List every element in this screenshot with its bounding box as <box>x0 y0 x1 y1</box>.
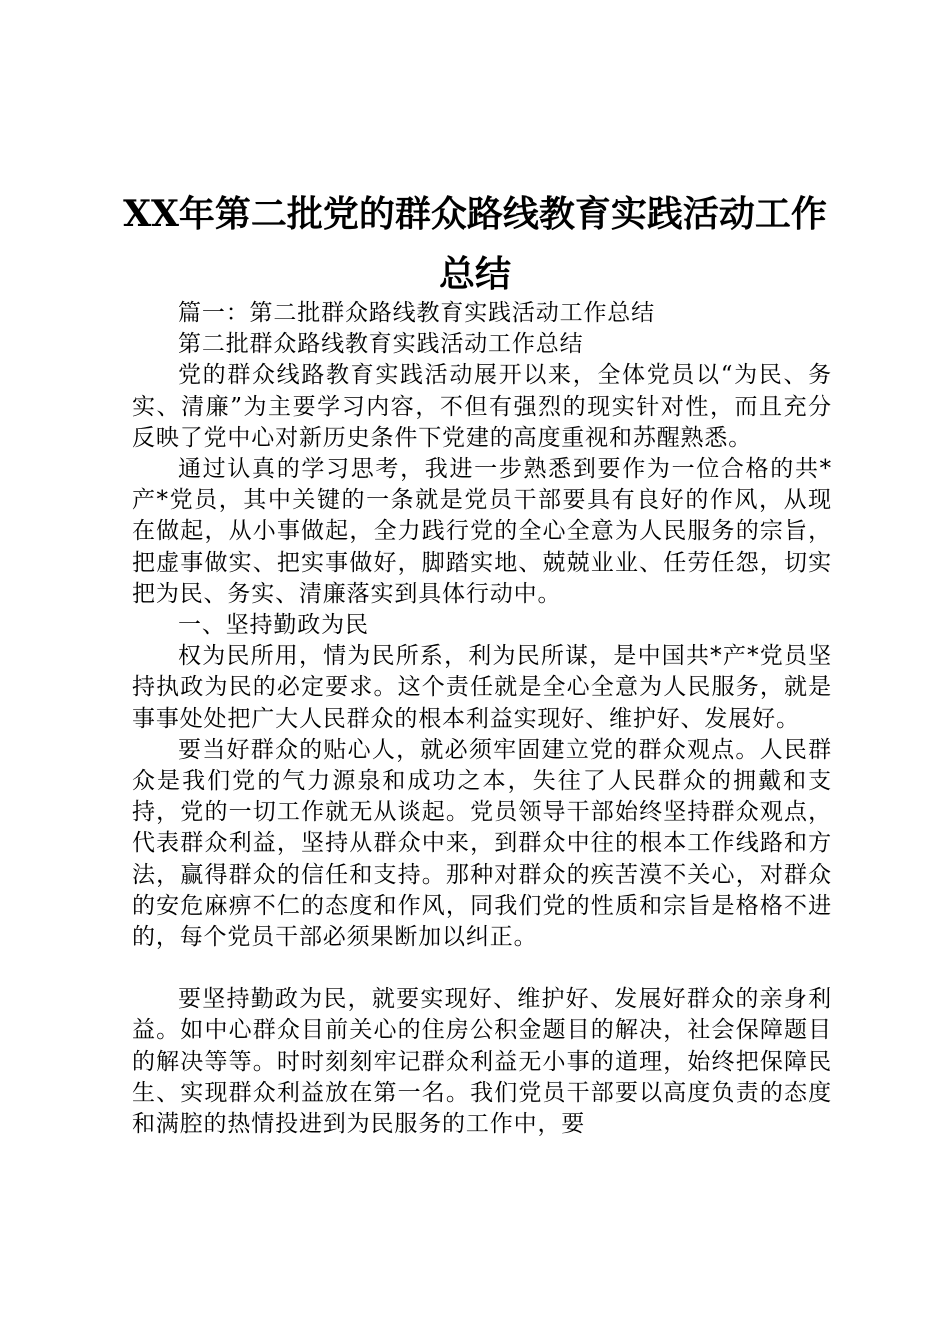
document-title-line2: 总结 <box>438 253 511 295</box>
paragraph: 要坚持勤政为民，就要实现好、维护好、发展好群众的亲身利益。如中心群众目前关心的住房公积金题目的解决，社会保障题目的解决等等。时时刻刻牢记群众利益无小事的道理，始终把保障民生、实现群众利益放在第一名。我们党员干部要以高度负责的态度和满腔的热情投进到为民服务的工作中，要 <box>132 986 832 1138</box>
paragraph-subtitle: 篇一：第二批群众路线教育实践活动工作总结 <box>178 300 655 326</box>
paragraph: 党的群众线路教育实践活动展开以来，全体党员以“为民、务实、清廉”为主要学习内容，不但有强烈的现实针对性，而且充分反映了党中心对新历史条件下党建的高度重视和苏醒熟悉。 <box>132 362 832 451</box>
section-heading: 一、坚持勤政为民 <box>178 612 369 639</box>
paragraph: 要当好群众的贴心人，就必须牢固建立党的群众观点。人民群众是我们党的气力源泉和成功之本，失往了人民群众的拥戴和支持，党的一切工作就无从谈起。党员领导干部始终坚持群众观点，代表群众利益，坚持从群众中来，到群众中往的根本工作线路和方法，赢得群众的信任和支持。那种对群众的疾苦漠不关心，对群众的安危麻痹不仁的态度和作风，同我们党的性质和宗旨是格格不进的，每个党员干部必须果断加以纠正。 <box>132 736 832 951</box>
paragraph-heading: 第二批群众路线教育实践活动工作总结 <box>178 331 584 358</box>
document-title-line1: XX年第二批党的群众路线教育实践活动工作 <box>123 193 827 235</box>
paragraph: 权为民所用，情为民所系，利为民所谋，是中国共*产*党员坚持执政为民的必定要求。这个责任就是全心全意为人民服务，就是事事处处把广大人民群众的根本利益实现好、维护好、发展好。 <box>132 643 832 732</box>
document-body <box>132 298 832 1140</box>
paragraph: 通过认真的学习思考，我进一步熟悉到要作为一位合格的共*产*党员，其中关键的一条就是党员干部要具有良好的作风，从现在做起，从小事做起，全力践行党的全心全意为人民服务的宗旨，把虚事做实、把实事做好，脚踏实地、兢兢业业、任劳任怨，切实把为民、务实、清廉落实到具体行动中。 <box>132 456 832 607</box>
